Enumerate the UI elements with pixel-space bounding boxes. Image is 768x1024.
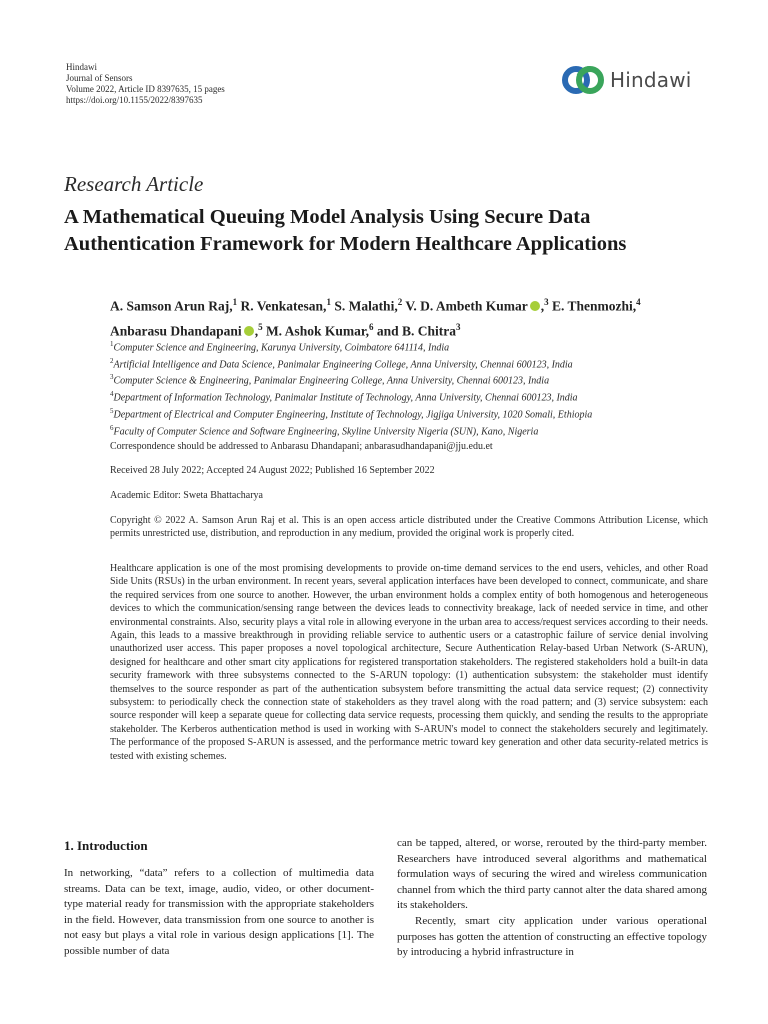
intro-paragraph: Recently, smart city application under various operational purposes has gotten the attention of constructing an effective topology by introducing a hybrid infrastructure in bbox=[397, 914, 707, 959]
journal-meta bbox=[66, 62, 225, 106]
affiliation-text: Artificial Intelligence and Data Science, Panimalar Engineering College, Anna University, Chennai 600123, India bbox=[113, 359, 573, 371]
intro-right-column bbox=[397, 836, 707, 961]
affiliation bbox=[110, 371, 710, 388]
publisher-name: Hindawi bbox=[66, 62, 97, 72]
volume-info: Volume 2022, Article ID 8397635, 15 pages bbox=[66, 84, 225, 94]
author-name: V. D. Ambeth Kumar bbox=[405, 298, 528, 314]
affiliation-marker: 2 bbox=[397, 297, 403, 307]
section-heading: 1. Introduction bbox=[64, 838, 148, 853]
paper-title: A Mathematical Queuing Model Analysis Using Secure Data Authentication Framework for Modern Healthcare Applications bbox=[64, 206, 627, 255]
orcid-icon[interactable] bbox=[244, 326, 254, 336]
author-line-1: A. Samson Arun Raj,$^1$ R. Venkatesan,$^1$ S. Malathi,$^2$ V. D. Ambeth Kumar ,$^3$ E. Thenmozhi,$^4$ bbox=[110, 297, 641, 314]
affiliation-marker: 2 bbox=[110, 356, 114, 365]
affiliation-text: Computer Science and Engineering, Karunya University, Coimbatore 641114, India bbox=[113, 342, 450, 354]
affiliation-marker: 1 bbox=[110, 340, 114, 348]
affiliation bbox=[110, 338, 710, 355]
author-name: M. Ashok Kumar, bbox=[265, 323, 369, 338]
correspondence-line: Correspondence should be addressed to Anbarasu Dhandapani; anbarasudhandapani@jju.edu.et bbox=[110, 441, 493, 452]
affiliation-marker: 5 bbox=[110, 406, 114, 415]
intro-paragraph: can be tapped, altered, or worse, rerouted by the third-party member. Researchers have introduced several algorithms and mathematical formulation ways of securing the wired and wireless communication channel from which the third party cannot alter the data shared among its stakeholders. bbox=[397, 837, 707, 912]
author-list bbox=[110, 292, 710, 341]
affiliation-marker: 6 bbox=[368, 321, 374, 332]
affiliation-marker: 6 bbox=[110, 423, 114, 432]
affiliation-marker: 4 bbox=[636, 297, 641, 307]
affiliation-text: Faculty of Computer Science and Software Engineering, Skyline University Nigeria (SUN), Kano, Nigeria bbox=[113, 426, 539, 437]
affiliation-marker: 3 bbox=[110, 373, 114, 382]
hindawi-logo-icon bbox=[561, 64, 605, 96]
affiliation bbox=[110, 388, 710, 405]
affiliation-text: Department of Electrical and Computer Engineering, Institute of Technology, Jigjiga University, 1020 Somali, Ethiopia bbox=[113, 409, 593, 421]
author-name: Anbarasu Dhandapani bbox=[110, 323, 242, 338]
affiliation bbox=[110, 422, 710, 439]
author-name: A. Samson Arun Raj, bbox=[110, 298, 233, 314]
hindawi-logo[interactable] bbox=[561, 64, 692, 96]
article-type: Research Article bbox=[64, 172, 204, 196]
author-name: E. Thenmozhi, bbox=[551, 298, 637, 314]
affiliation bbox=[110, 405, 710, 422]
author-name: R. Venkatesan, bbox=[240, 298, 327, 314]
affiliation-marker: 1 bbox=[326, 297, 331, 307]
doi-link[interactable]: https://doi.org/10.1155/2022/8397635 bbox=[66, 95, 203, 105]
author-line-2: Anbarasu Dhandapani ,$^5$ M. Ashok Kumar,$^6$ and B. Chitra$^3$ bbox=[110, 321, 461, 338]
affiliation-marker: 4 bbox=[110, 390, 114, 399]
orcid-icon[interactable] bbox=[530, 301, 540, 311]
affiliation-marker: 3 bbox=[456, 321, 461, 332]
affiliation bbox=[110, 355, 710, 372]
intro-paragraph: In networking, “data” refers to a collection of multimedia data streams. Data can be text, image, audio, video, or other document-type material ready for transmission with the appropriate stakeholders in the field. However, data transmission from one source to another is not easy but plays a vital role in various design applications [1]. The possible number of data bbox=[64, 867, 374, 957]
affiliation-marker: 3 bbox=[544, 297, 549, 307]
author-name: S. Malathi, bbox=[334, 298, 398, 314]
affiliation-text: Department of Information Technology, Panimalar Institute of Technology, Anna University, Chennai 600123, India bbox=[113, 392, 578, 404]
abstract: Healthcare application is one of the most promising developments to provide on-time demand services to the end users, vehicles, and other Road Side Units (RSUs) in the urban environment. In recent years, several application interfaces have been developed to connect, communicate, and share the required services from one source to another. However, the urban environment holds a complex entity of both homogenous and heterogeneous devices to which the communication/sensing range between the devices leads to connectivity breakage, lack of needed service in time, and other environmental constraints. Also, security plays a vital role in allowing everyone in the urban area to access/request services according to their needs. Again, this leads to a massive breakthrough in providing reliable service to authentic users or a catastrophic failure of service denial involving unauthorized user access. This paper proposes a novel topological architecture, Secure Authentication Relay-based Urban Network (S-ARUN), designed for healthcare and other smart city applications for registered transportation stakeholders. The registered stakeholders hold a built-in data security framework with three subsystems connected to the S-ARUN topology: (1) authentication subsystem: the stakeholder must identify themselves to the source responder as part of the authentication subsystem before transmitting the actual data service request; (2) connectivity subsystem: to periodically check the connection state of stakeholders as they travel along with the road pattern; and (3) service subsystem: each source responder will keep a separate queue for collecting data service requests, processing them quickly, and sending the results to the appropriate stakeholder. The Kerberos authentication method is used in working with S-ARUN's model to connect the stakeholders securely and legitimately. The performance of the proposed S-ARUN is assessed, and the performance metric toward key generation and other data security-related metrics is tested with existing schemes. bbox=[110, 563, 708, 762]
logo-wordmark: Hindawi bbox=[610, 68, 692, 92]
affiliation-marker: 1 bbox=[232, 297, 238, 307]
affiliation-text: Computer Science & Engineering, Panimalar Engineering College, Anna University, Chennai 600123, India bbox=[113, 375, 550, 387]
affiliation-list bbox=[110, 338, 710, 438]
intro-left-column bbox=[64, 866, 374, 960]
academic-editor: Academic Editor: Sweta Bhattacharya bbox=[110, 490, 263, 501]
journal-name: Journal of Sensors bbox=[66, 73, 133, 83]
affiliation-marker: 5 bbox=[258, 321, 263, 332]
author-name: and B. Chitra bbox=[376, 323, 456, 338]
copyright-notice: Copyright © 2022 A. Samson Arun Raj et al. This is an open access article distributed under the Creative Commons Attribution License, which permits unrestricted use, distribution, and reproduction in any medium, provided the original work is properly cited. bbox=[110, 515, 708, 540]
dates-line: Received 28 July 2022; Accepted 24 August 2022; Published 16 September 2022 bbox=[110, 465, 435, 476]
